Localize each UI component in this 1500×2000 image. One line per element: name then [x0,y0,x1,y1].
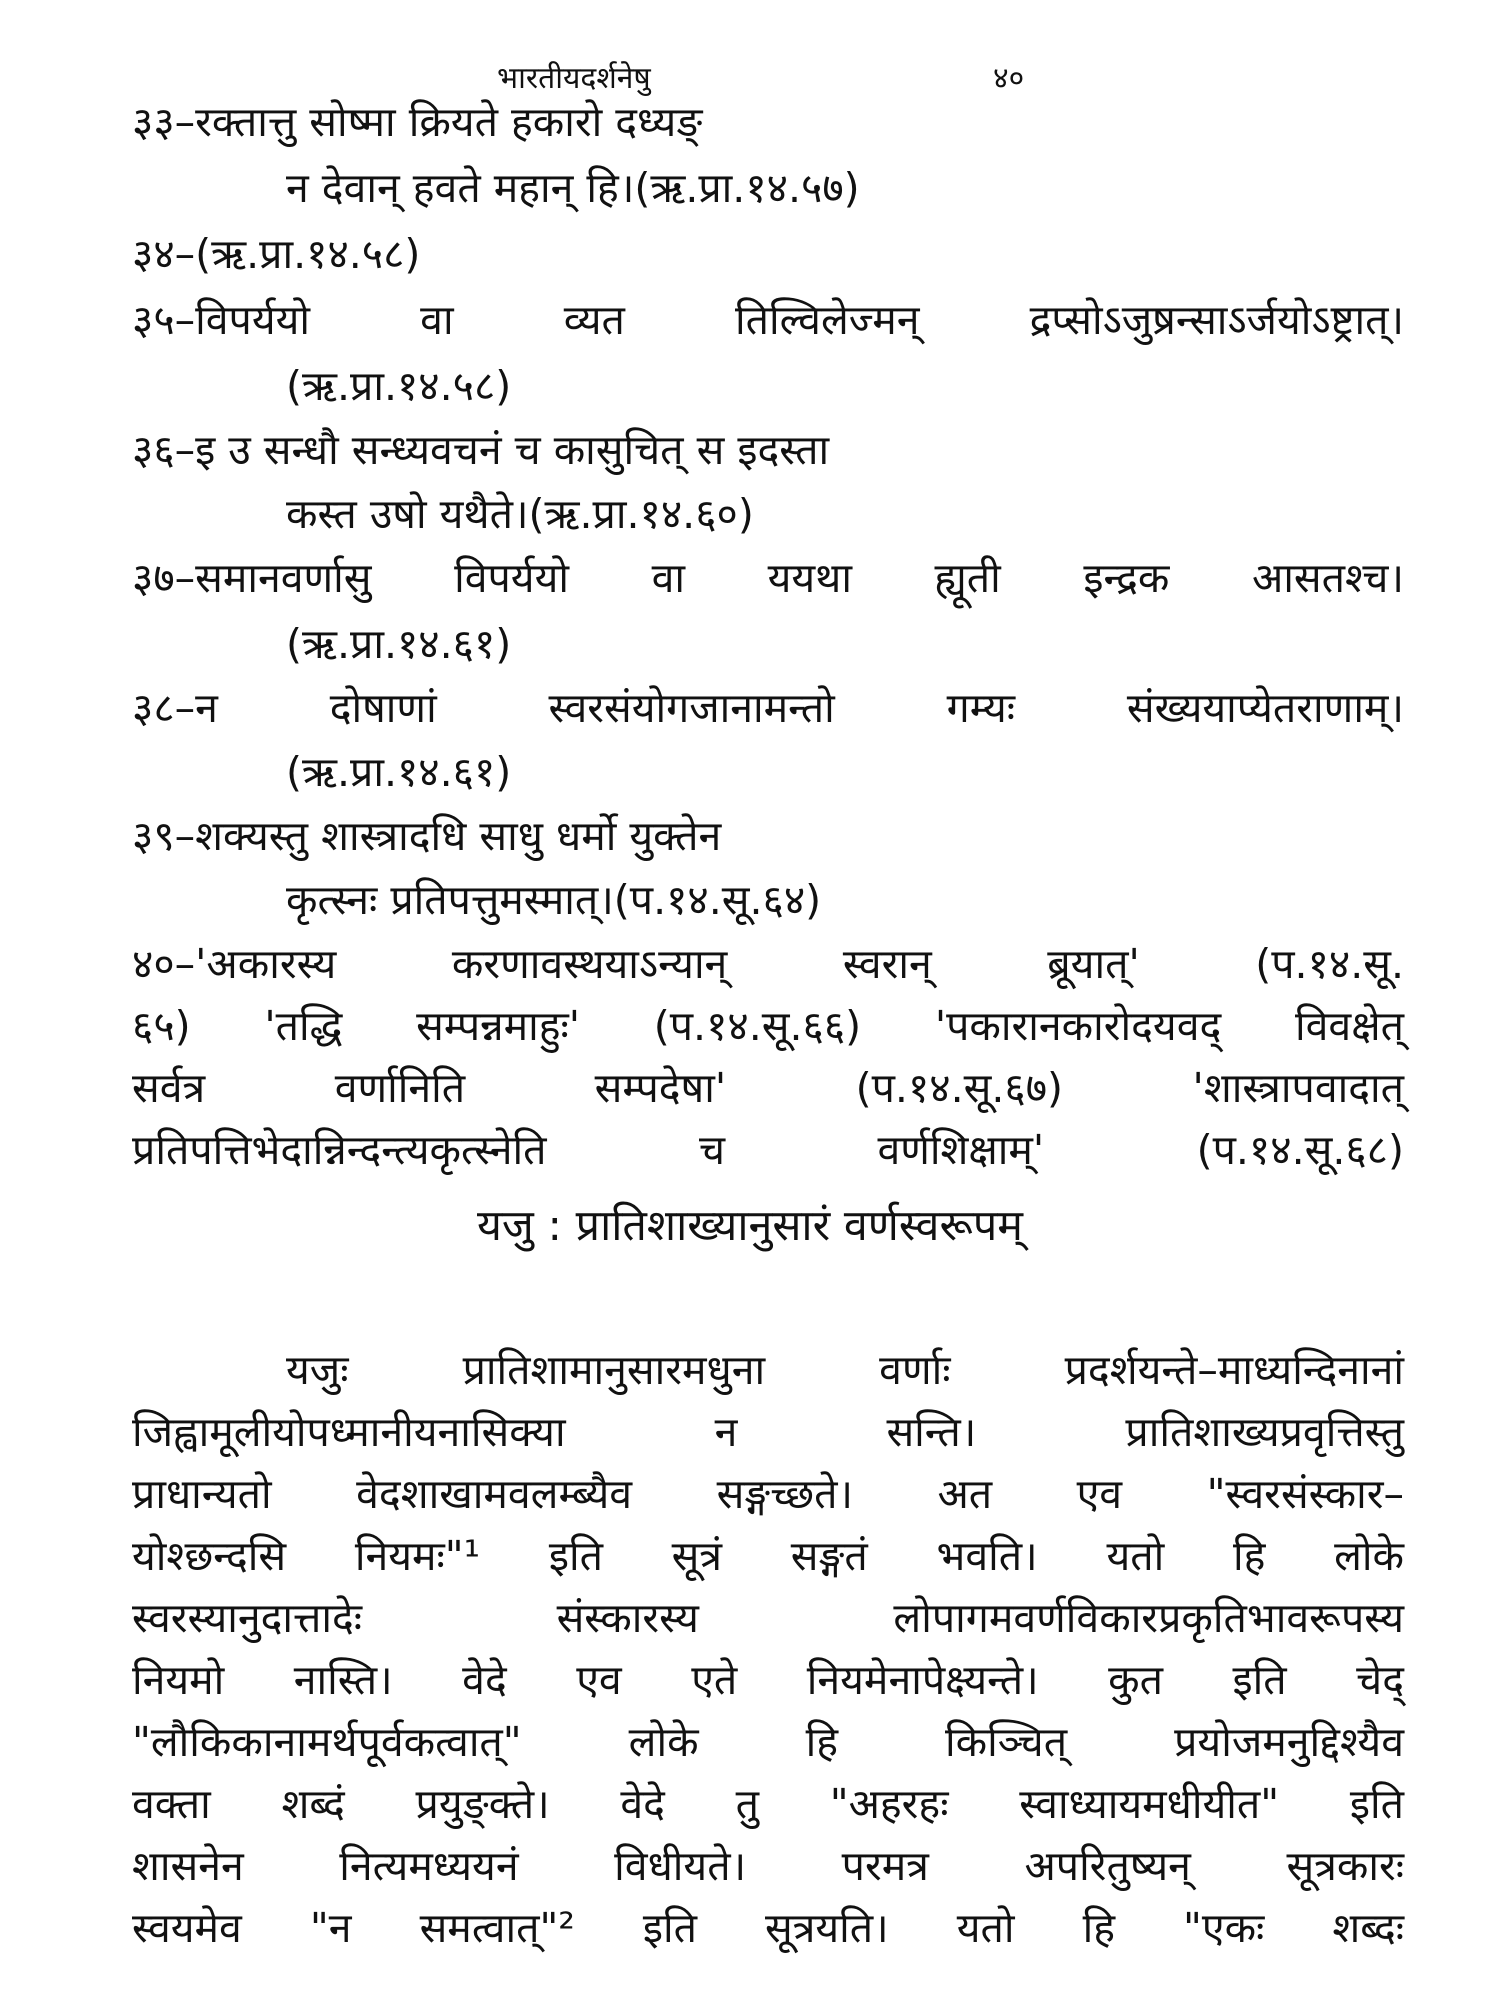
verse-line: ३८–न दोषाणां स्वरसंयोगजानामन्तो गम्यः संख्ययाप्येतराणाम्। [132,684,1404,732]
verse-line: ४०–'अकारस्य करणावस्थयाऽन्यान् स्वरान् ब्रूयात्' (प.१४.सू. [132,940,1404,988]
paragraph-line: योश्छन्दसि नियमः"¹ इति सूत्रं सङ्गतं भवति। यतो हि लोके [132,1532,1404,1580]
running-title: भारतीयदर्शनेषु [497,61,651,96]
paragraph-line: प्राधान्यतो वेदशाखामवलम्ब्यैव सङ्गच्छते। अत एव "स्वरसंस्कार– [132,1470,1404,1518]
verse-line: ३३–रक्तात्तु सोष्मा क्रियते हकारो दध्यङ् [132,98,703,146]
verse-line: ३४–(ऋ.प्रा.१४.५८) [132,230,421,278]
paragraph-line: नियमो नास्ति। वेदे एव एते नियमेनापेक्ष्यन्ते। कुत इति चेद् [132,1656,1404,1704]
verse-line: न देवान् हवते महान् हि।(ऋ.प्रा.१४.५७) [286,164,860,212]
paragraph-line: यजुः प्रातिशामानुसारमधुना वर्णाः प्रदर्शयन्ते–माध्यन्दिनानां [286,1346,1404,1394]
verse-line: (ऋ.प्रा.१४.६१) [286,748,512,796]
page-number: ४० [993,61,1025,96]
paragraph-line: जिह्वामूलीयोपध्मानीयनासिक्या न सन्ति। प्रातिशाख्यप्रवृत्तिस्तु [132,1408,1404,1456]
paragraph-line: स्वरस्यानुदात्तादेः संस्कारस्य लोपागमवर्णविकारप्रकृतिभावरूपस्य [132,1594,1404,1642]
verse-line: ६५) 'तद्धि सम्पन्नमाहुः' (प.१४.सू.६६) 'पकारानकारोदयवद् विवक्षेत् [132,1002,1404,1050]
verse-line: कस्त उषो यथैते।(ऋ.प्रा.१४.६०) [286,490,754,538]
paragraph-line: स्वयमेव "न समत्वात्"² इति सूत्रयति। यतो हि "एकः शब्दः [132,1904,1404,1952]
verse-line: कृत्स्नः प्रतिपत्तुमस्मात्।(प.१४.सू.६४) [286,876,822,924]
paragraph-line: शासनेन नित्यमध्ययनं विधीयते। परमत्र अपरितुष्यन् सूत्रकारः [132,1842,1404,1890]
paragraph-line: वक्ता शब्दं प्रयुङ्क्ते। वेदे तु "अहरहः स्वाध्यायमधीयीत" इति [132,1780,1404,1828]
verse-line: ३६–इ उ सन्धौ सन्ध्यवचनं च कासुचित् स इदस्ता [132,426,830,474]
section-heading: यजु : प्रातिशाख्यानुसारं वर्णस्वरूपम् [476,1201,1024,1251]
paragraph-line: "लौकिकानामर्थपूर्वकत्वात्" लोके हि किञ्चित् प्रयोजमनुद्दिश्यैव [132,1718,1404,1766]
verse-line: सर्वत्र वर्णानिति सम्पदेषा' (प.१४.सू.६७) 'शास्त्रापवादात् [132,1064,1404,1112]
verse-line: ३९–शक्यस्तु शास्त्रादधि साधु धर्मो युक्तेन [132,812,722,860]
verse-line: ३५–विपर्ययो वा व्यत तिल्विलेज्मन् द्रप्सोऽजुष्रन्साऽर्जयोऽष्ट्रात्। [132,296,1404,344]
verse-line: (ऋ.प्रा.१४.५८) [286,362,512,410]
verse-line: (ऋ.प्रा.१४.६१) [286,620,512,668]
verse-line: ३७–समानवर्णासु विपर्ययो वा ययथा ह्यूती इन्द्रक आसतश्च। [132,554,1404,602]
verse-line: प्रतिपत्तिभेदान्निन्दन्त्यकृत्स्नेति च वर्णशिक्षाम्' (प.१४.सू.६८) [132,1126,1404,1174]
